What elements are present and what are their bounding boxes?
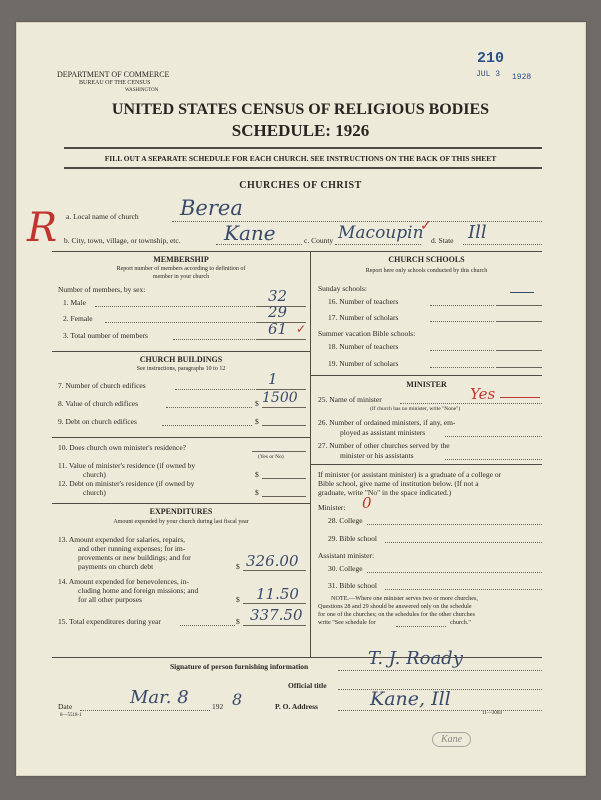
total-members-label: 3. Total number of members [63, 331, 148, 340]
q11-dollar: $ [255, 470, 259, 479]
edifice-value-dollar: $ [255, 399, 259, 408]
members-checkmark-icon: ✓ [296, 322, 307, 336]
q13-dollar: $ [236, 562, 240, 571]
note-line1: NOTE.—Where one minister serves two or more churches, [331, 595, 478, 602]
stamp-year: 1928 [512, 73, 532, 82]
official-title-label: Official title [288, 681, 327, 690]
members-by-sex-label: Number of members, by sex: [58, 285, 146, 294]
buildings-heading: CHURCH BUILDINGS [139, 355, 223, 364]
female-count-value: 29 [268, 303, 288, 321]
county-checkmark-icon: ✓ [420, 219, 432, 234]
q17-label: 17. Number of scholars [328, 313, 399, 322]
q29-label: 29. Bible school [328, 534, 377, 543]
graduate-note-1: If minister (or assistant minister) is a graduate of a college or [318, 470, 502, 479]
q13-amount: 326.00 [246, 552, 299, 570]
q25-strike-mark [500, 397, 540, 398]
po-address-value: Kane, Ill [370, 688, 451, 710]
q12-dollar: $ [255, 488, 259, 497]
female-label: 2. Female [63, 314, 93, 323]
male-count-value: 32 [268, 287, 288, 305]
q13-line3: provements or new buildings; and for [78, 553, 191, 562]
date-value: Mar. 8 [130, 687, 189, 708]
q31-label: 31. Bible school [328, 581, 377, 590]
q30-label: 30. College [328, 564, 363, 573]
q19-label: 19. Number of scholars [328, 359, 399, 368]
membership-sub1: Report number of members according to definition of [116, 266, 246, 272]
signature-value: T. J. Roady [368, 648, 463, 669]
yes-no-hint: (Yes or No) [258, 454, 284, 460]
minister-college-heading: Minister: [318, 503, 346, 512]
q15-amount: 337.50 [250, 606, 303, 624]
q26-label-a: 26. Number of ordained ministers, if any, em- [318, 418, 456, 427]
note-line4a: write "See schedule for [318, 619, 376, 626]
schools-heading: CHURCH SCHOOLS [388, 255, 465, 264]
year-prefix: 192 [212, 702, 224, 711]
q16-label: 16. Number of teachers [328, 297, 399, 306]
year-value: 8 [232, 690, 243, 709]
schools-sub: Report here only schools conducted by this church [365, 268, 488, 274]
county-label: c. County [304, 236, 334, 245]
q25-label: 25. Name of minister [318, 395, 382, 404]
q15-dollar: $ [236, 617, 240, 626]
expenditures-heading: EXPENDITURES [149, 507, 213, 516]
local-name-value: Berea [180, 196, 243, 220]
q27-label-b: minister or his assistants [340, 451, 414, 460]
local-name-label: a. Local name of church [66, 212, 139, 221]
total-members-value: 61 [268, 320, 288, 338]
q16-dash-mark [510, 292, 534, 293]
q13-line4: payments on church debt [78, 562, 154, 571]
state-label: d. State [431, 236, 454, 245]
schedule-title: SCHEDULE: 1926 [231, 121, 370, 140]
note-line4b: church." [450, 619, 471, 626]
signature-label: Signature of person furnishing information [170, 662, 309, 671]
bureau-label: BUREAU OF THE CENSUS [79, 80, 151, 86]
graduate-note-2: Bible school, give name of institution below. (If not a [318, 479, 479, 488]
stamp-number: 210 [477, 50, 505, 67]
q11-label-a: 11. Value of minister's residence (if owned by [58, 461, 196, 470]
department-label: DEPARTMENT OF COMMERCE [57, 70, 170, 79]
q27-label-a: 27. Number of other churches served by the [318, 441, 450, 450]
q25-note: (If church has no minister, write "None") [370, 406, 461, 412]
membership-heading: MEMBERSHIP [153, 255, 209, 264]
membership-sub2: member in your church [152, 274, 210, 280]
form-code: 8—5518-1 [60, 713, 82, 718]
date-label: Date [58, 702, 73, 711]
city-town-label: b. City, town, village, or township, etc. [64, 236, 181, 245]
edifice-debt-label: 9. Debt on church edifices [58, 417, 137, 426]
summer-schools-label: Summer vacation Bible schools: [318, 329, 416, 338]
county-value: Macoupin [338, 223, 424, 243]
po-address-label: P. O. Address [275, 702, 318, 711]
q18-label: 18. Number of teachers [328, 342, 399, 351]
edifice-debt-dollar: $ [255, 417, 259, 426]
q13-line2: and other running expenses; for im- [78, 544, 186, 553]
q26-label-b: ployed as assistant ministers [340, 428, 426, 437]
edifice-value-amount: 1500 [262, 390, 298, 406]
print-code: 11—3004 [482, 711, 502, 716]
q12-label-a: 12. Debt on minister's residence (if owned by [58, 479, 195, 488]
q14-amount: 11.50 [256, 585, 299, 603]
q14-line2: cluding home and foreign missions; and [78, 586, 199, 595]
graduate-note-3: graduate, write "No" in the space indicated.) [318, 488, 452, 497]
separate-schedule-instruction: FILL OUT A SEPARATE SCHEDULE FOR EACH CHURCH. SEE INSTRUCTIONS ON THE BACK OF THIS SHEET [104, 154, 497, 163]
form-title: UNITED STATES CENSUS OF RELIGIOUS BODIES [111, 101, 490, 118]
q14-dollar: $ [236, 595, 240, 604]
q25-value: Yes [470, 385, 496, 403]
q12-label-b: church) [83, 488, 106, 497]
q14-line1: 14. Amount expended for benevolences, in- [58, 577, 190, 586]
minister-heading: MINISTER [406, 380, 447, 389]
city-town-value: Kane [224, 221, 276, 245]
pencil-note: Kane [432, 732, 471, 747]
expenditures-sub: Amount expended by your church during last fiscal year [113, 519, 249, 525]
church-edifices-value: 1 [268, 370, 278, 388]
note-line3: for one of the churches; on the schedules for the other churches [318, 611, 475, 618]
male-label: 1. Male [63, 298, 86, 307]
q28-label: 28. College [328, 516, 363, 525]
minister-college-value: 0 [362, 494, 372, 512]
edifice-value-label: 8. Value of church edifices [58, 399, 139, 408]
buildings-sub: See instructions, paragraphs 10 to 12 [136, 366, 226, 372]
city-label: WASHINGTON [125, 88, 159, 93]
q11-label-b: church) [83, 470, 106, 479]
church-edifices-label: 7. Number of church edifices [58, 381, 146, 390]
sunday-schools-label: Sunday schools: [318, 284, 367, 293]
q15-label: 15. Total expenditures during year [58, 617, 161, 626]
assistant-minister-label: Assistant minister: [318, 551, 375, 560]
denomination-heading: CHURCHES OF CHRIST [239, 180, 362, 191]
stamp-date: JUL 3 [476, 70, 501, 79]
q13-line1: 13. Amount expended for salaries, repairs, [58, 535, 186, 544]
q10-label: 10. Does church own minister's residence? [58, 443, 186, 452]
state-value: Ill [468, 222, 487, 243]
note-line2: Questions 28 and 29 should be answered only on the schedule [318, 603, 472, 610]
red-margin-mark: R [27, 205, 58, 251]
q14-line3: for all other purposes [78, 595, 142, 604]
